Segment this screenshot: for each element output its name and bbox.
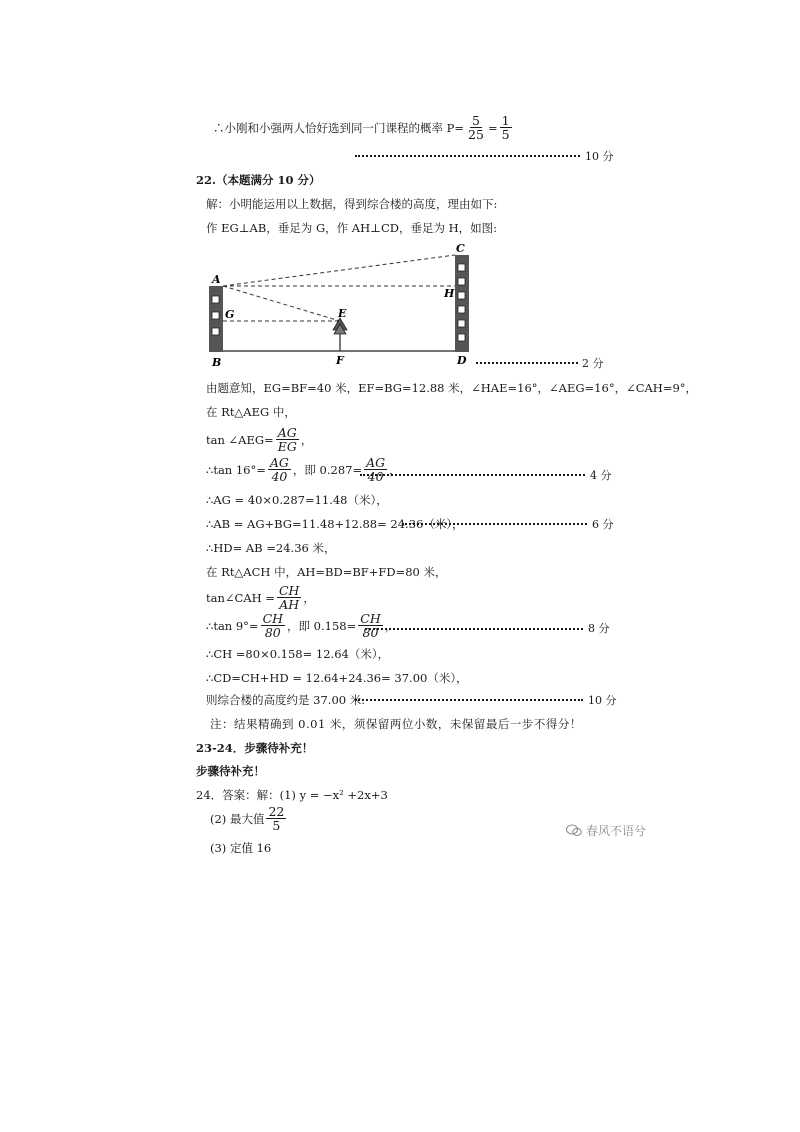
fraction-ch-80: $\frac{CH}{80}$ [262,611,284,641]
score-label: 6 分 [592,518,614,531]
ch-calc-line: ∴CH =80×0.158= 12.64（米）， [206,647,390,661]
window [212,328,219,335]
window [212,312,219,319]
question-22-header: 22.（本题满分 10 分） [196,173,321,187]
window [458,292,465,299]
construction-line: 作 EG⊥AB，垂足为 G，作 AH⊥CD，垂足为 H，如图: [206,221,498,235]
ag-calc-line: ∴AG = 40×0.287=11.48（米）， [206,493,388,507]
score-leader-dots [355,155,580,157]
label-B: B [212,356,222,369]
watermark: 春风不语兮 [566,822,646,839]
score-leader-dots [365,628,583,630]
score-label: 10 分 [585,150,614,163]
question-24-line2: (2) 最大值 $\frac{22}{5}$ [210,804,285,834]
tan-cah-line: tan∠CAH = $\frac{CH}{AH}$ ， [206,583,315,613]
fraction-ag-40: $\frac{AG}{40}$ [269,455,289,485]
tan-aeg-line: tan ∠AEG= $\frac{AG}{EG}$ ， [206,425,313,455]
window [458,306,465,313]
fraction-1-5: $\frac{1}{5}$ [501,113,510,143]
label-H: H [444,287,455,300]
score-label: 8 分 [588,622,610,635]
label-E: E [338,307,347,320]
fraction-ag-40: $\frac{AG}{40}$ [366,455,386,485]
given-line: 由题意知，EG=BF=40 米，EF=BG=12.88 米，∠HAE=16°，∠AEG=16°，∠CAH=9°， [206,381,698,395]
ab-calc-line: ∴AB = AG+BG=11.48+12.88= 24.36（米）， [206,517,464,531]
solution-line: 解：小明能运用以上数据，得到综合楼的高度，理由如下: [206,197,498,211]
score-label: 10 分 [588,694,617,707]
final-answer-line: 则综合楼的高度约是 37.00 米. [206,693,365,707]
score-leader-dots [402,523,587,525]
score-leader-dots [476,362,578,364]
tan9-line: ∴tan 9°= $\frac{CH}{80}$ ，即 0.158= $\frac{CH}{80}$ ， [206,611,397,641]
note-line: 注：结果精确到 0.01 米，须保留两位小数，未保留最后一步不得分！ [210,717,582,731]
label-F: F [336,354,344,367]
fraction-ag-eg: $\frac{AG}{EG}$ [277,425,297,455]
geometry-figure [200,240,500,370]
question-24-line3: (3) 定值 16 [210,841,272,855]
fraction-22-5: $\frac{22}{5}$ [268,804,285,834]
window [458,264,465,271]
score-leader-dots [355,699,583,701]
triangle-line: 在 Rt△AEG 中， [206,405,296,419]
score-label: 2 分 [582,357,604,370]
tan16-line: ∴tan 16°= $\frac{AG}{40}$ ，即 0.287= $\frac{AG}{40}$ ， [206,455,401,485]
label-A: A [212,273,221,286]
fraction-ch-80: $\frac{CH}{80}$ [360,611,381,641]
label-G: G [225,308,235,321]
label-D: D [457,354,467,367]
question-24-line1: 24．答案：解：(1) y = −x² +2x+3 [196,788,388,802]
window [458,278,465,285]
hd-line: ∴HD= AB =24.36 米， [206,541,336,555]
window [458,334,465,341]
line-AC [223,255,455,286]
cd-calc-line: ∴CD=CH+HD = 12.64+24.36= 37.00（米）， [206,671,468,685]
triangle-ach-line: 在 Rt△ACH 中，AH=BD=BF+FD=80 米， [206,565,447,579]
wechat-icon [566,824,582,837]
window [212,296,219,303]
window [458,320,465,327]
fraction-ch-ah: $\frac{CH}{AH}$ [278,583,300,613]
probability-conclusion: ∴小刚和小强两人恰好选到同一门课程的概率 P= $\frac{5}{25}$ = $\frac{1}{5}$ [213,113,510,143]
question-23-24-body: 步骤待补充！ [196,764,265,778]
fraction-5-25: $\frac{5}{25}$ [468,113,484,143]
question-23-24-header: 23-24．步骤待补充！ [196,741,314,755]
line-AE [223,286,340,321]
label-C: C [456,242,465,255]
score-leader-dots [360,474,585,476]
score-label: 4 分 [590,469,612,482]
